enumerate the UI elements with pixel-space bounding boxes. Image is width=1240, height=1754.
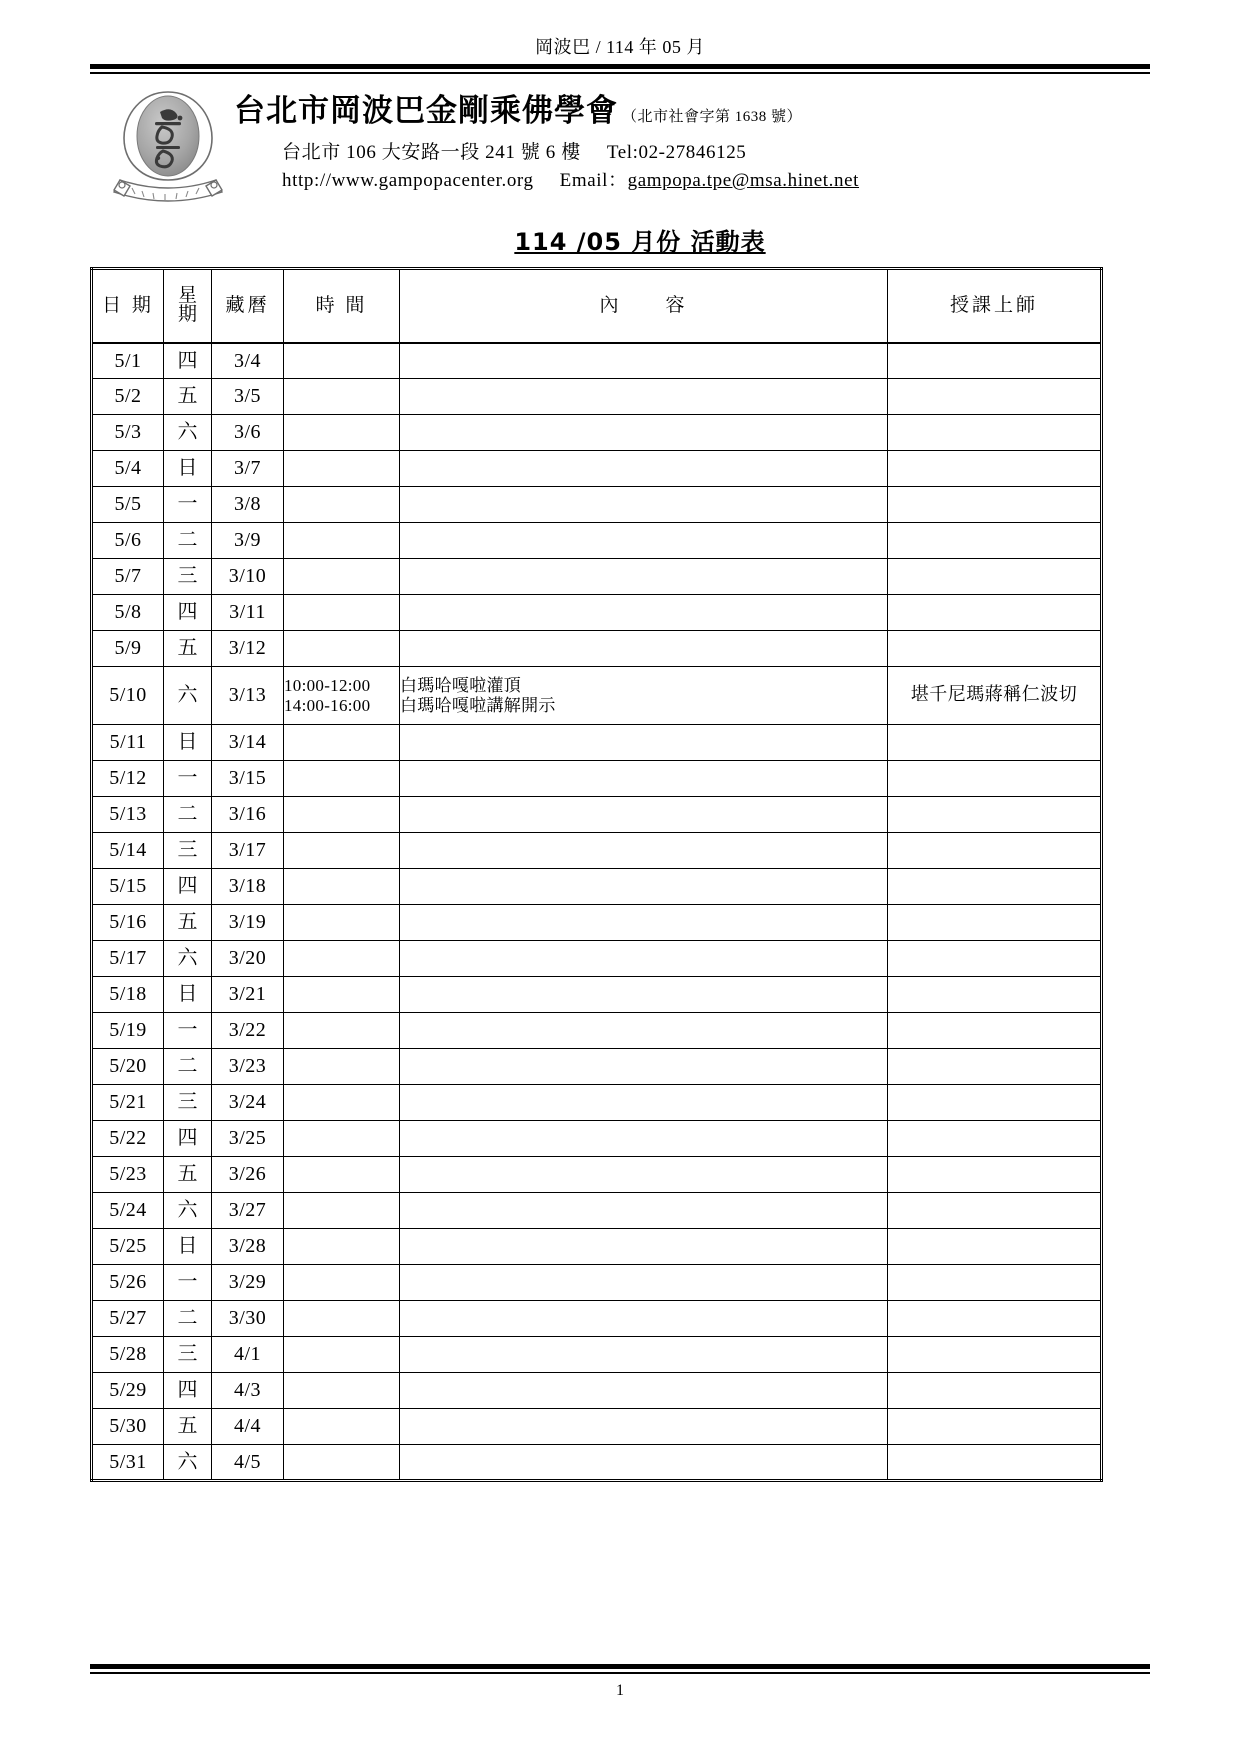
- row-time: [284, 1121, 400, 1157]
- header-teacher: 授課上師: [888, 268, 1102, 343]
- row-date: 5/1: [92, 343, 164, 379]
- row-content: [400, 523, 888, 559]
- row-content: [400, 379, 888, 415]
- row-time: [284, 977, 400, 1013]
- row-teacher: [888, 833, 1102, 869]
- table-row: [92, 595, 1102, 631]
- row-content: [400, 1229, 888, 1265]
- header-weekday-line2: 期: [177, 303, 197, 325]
- row-tibetan-date: 3/18: [212, 869, 284, 905]
- row-tibetan-date: 4/3: [212, 1373, 284, 1409]
- row-teacher: [888, 487, 1102, 523]
- row-date: 5/21: [92, 1085, 164, 1121]
- row-tibetan-date: 3/20: [212, 941, 284, 977]
- row-tibetan-date: 3/29: [212, 1265, 284, 1301]
- table-row: [92, 1265, 1102, 1301]
- table-row: [92, 1085, 1102, 1121]
- row-weekday: 二: [164, 523, 212, 559]
- table-row: [92, 487, 1102, 523]
- masthead: [90, 74, 1150, 218]
- table-row: [92, 977, 1102, 1013]
- row-time: [284, 1193, 400, 1229]
- row-tibetan-date: 3/16: [212, 797, 284, 833]
- table-row: [92, 415, 1102, 451]
- row-date: 5/12: [92, 761, 164, 797]
- row-teacher: [888, 977, 1102, 1013]
- row-teacher: [888, 451, 1102, 487]
- row-time: [284, 667, 400, 725]
- row-content: [400, 977, 888, 1013]
- row-time: [284, 1049, 400, 1085]
- row-date: 5/4: [92, 451, 164, 487]
- footer-rule: [90, 1664, 1150, 1674]
- row-teacher: [888, 379, 1102, 415]
- table-row: [92, 941, 1102, 977]
- row-date: 5/25: [92, 1229, 164, 1265]
- row-date: 5/26: [92, 1265, 164, 1301]
- row-content: [400, 725, 888, 761]
- row-weekday: 五: [164, 1157, 212, 1193]
- row-time: [284, 1229, 400, 1265]
- row-tibetan-date: 3/24: [212, 1085, 284, 1121]
- row-tibetan-date: 3/22: [212, 1013, 284, 1049]
- row-date: 5/14: [92, 833, 164, 869]
- row-tibetan-date: 3/14: [212, 725, 284, 761]
- row-tibetan-date: 3/23: [212, 1049, 284, 1085]
- row-weekday: 二: [164, 797, 212, 833]
- organization-block: [228, 86, 1150, 193]
- table-row: [92, 1409, 1102, 1445]
- row-weekday: 二: [164, 1301, 212, 1337]
- table-row: [92, 451, 1102, 487]
- row-tibetan-date: 3/26: [212, 1157, 284, 1193]
- row-weekday: 二: [164, 1049, 212, 1085]
- row-content: [400, 905, 888, 941]
- row-time: [284, 1373, 400, 1409]
- table-row: [92, 1049, 1102, 1085]
- row-date: 5/28: [92, 1337, 164, 1373]
- row-content: [400, 1337, 888, 1373]
- row-time: [284, 1013, 400, 1049]
- row-time: [284, 725, 400, 761]
- row-time: [284, 1157, 400, 1193]
- row-time: [284, 797, 400, 833]
- row-date: 5/23: [92, 1157, 164, 1193]
- row-content: [400, 1193, 888, 1229]
- row-content: [400, 1013, 888, 1049]
- row-time: [284, 451, 400, 487]
- website-link[interactable]: http://www.gampopacenter.org: [282, 169, 534, 191]
- row-time: [284, 1409, 400, 1445]
- row-content: [400, 343, 888, 379]
- table-row: [92, 631, 1102, 667]
- row-content: [400, 1121, 888, 1157]
- row-tibetan-date: 3/9: [212, 523, 284, 559]
- header-weekday-line1: 星: [177, 284, 197, 306]
- row-weekday: 日: [164, 977, 212, 1013]
- row-time-line: 10:00-12:00: [284, 676, 371, 696]
- row-tibetan-date: 4/4: [212, 1409, 284, 1445]
- row-tibetan-date: 3/13: [212, 667, 284, 725]
- row-content: [400, 667, 888, 725]
- row-weekday: 日: [164, 451, 212, 487]
- row-content: [400, 1157, 888, 1193]
- row-date: 5/6: [92, 523, 164, 559]
- row-tibetan-date: 3/10: [212, 559, 284, 595]
- row-date: 5/24: [92, 1193, 164, 1229]
- row-content: [400, 595, 888, 631]
- row-teacher: [888, 1445, 1102, 1481]
- row-weekday: 三: [164, 1337, 212, 1373]
- row-date: 5/20: [92, 1049, 164, 1085]
- row-content: [400, 1445, 888, 1481]
- row-tibetan-date: 4/1: [212, 1337, 284, 1373]
- row-teacher: [888, 523, 1102, 559]
- row-content: [400, 941, 888, 977]
- row-teacher: [888, 725, 1102, 761]
- row-teacher: [888, 1337, 1102, 1373]
- schedule-table: [90, 267, 1103, 1483]
- table-row: [92, 1193, 1102, 1229]
- row-content: [400, 415, 888, 451]
- contact-line-address: [234, 140, 1150, 166]
- row-weekday: 五: [164, 631, 212, 667]
- header-content: 內 容: [400, 268, 888, 343]
- table-row: [92, 1445, 1102, 1481]
- row-time: [284, 379, 400, 415]
- row-content: [400, 1301, 888, 1337]
- row-tibetan-date: 3/25: [212, 1121, 284, 1157]
- row-content: [400, 761, 888, 797]
- row-weekday: 六: [164, 941, 212, 977]
- organization-name: 台北市岡波巴金剛乘佛學會: [234, 92, 618, 129]
- header-tibetan-calendar: 藏曆: [212, 268, 284, 343]
- table-row: [92, 559, 1102, 595]
- table-row: [92, 1337, 1102, 1373]
- table-row: [92, 869, 1102, 905]
- row-teacher: [888, 415, 1102, 451]
- row-time: [284, 1265, 400, 1301]
- row-date: 5/22: [92, 1121, 164, 1157]
- row-weekday: 五: [164, 379, 212, 415]
- row-time: [284, 523, 400, 559]
- email-link[interactable]: gampopa.tpe@msa.hinet.net: [627, 169, 860, 191]
- email-label: Email：: [559, 169, 628, 191]
- header-weekday: [164, 268, 212, 343]
- row-date: 5/3: [92, 415, 164, 451]
- row-tibetan-date: 3/21: [212, 977, 284, 1013]
- row-teacher: [888, 1049, 1102, 1085]
- table-row: [92, 761, 1102, 797]
- row-teacher: [888, 869, 1102, 905]
- row-content-line: 白瑪哈嘎啦講解開示: [400, 695, 556, 715]
- row-date: 5/5: [92, 487, 164, 523]
- row-weekday: 六: [164, 1445, 212, 1481]
- row-date: 5/9: [92, 631, 164, 667]
- table-row: [92, 667, 1102, 725]
- row-tibetan-date: 3/15: [212, 761, 284, 797]
- row-date: 5/19: [92, 1013, 164, 1049]
- row-date: 5/29: [92, 1373, 164, 1409]
- row-weekday: 一: [164, 487, 212, 523]
- row-tibetan-date: 3/11: [212, 595, 284, 631]
- row-teacher: [888, 761, 1102, 797]
- row-tibetan-date: 3/8: [212, 487, 284, 523]
- row-date: 5/11: [92, 725, 164, 761]
- row-teacher: [888, 905, 1102, 941]
- row-teacher: [888, 797, 1102, 833]
- row-time: [284, 1337, 400, 1373]
- row-teacher: [888, 343, 1102, 379]
- row-weekday: 三: [164, 559, 212, 595]
- row-time: [284, 1085, 400, 1121]
- row-weekday: 四: [164, 343, 212, 379]
- header-time: 時 間: [284, 268, 400, 343]
- row-weekday: 三: [164, 833, 212, 869]
- row-date: 5/7: [92, 559, 164, 595]
- row-tibetan-date: 3/28: [212, 1229, 284, 1265]
- row-date: 5/15: [92, 869, 164, 905]
- page-number: 1: [616, 1682, 624, 1699]
- row-tibetan-date: 3/5: [212, 379, 284, 415]
- row-content: [400, 797, 888, 833]
- running-header: 岡波巴 / 114 年 05 月: [535, 37, 705, 57]
- row-date: 5/27: [92, 1301, 164, 1337]
- row-weekday: 一: [164, 1013, 212, 1049]
- row-weekday: 四: [164, 1121, 212, 1157]
- row-teacher: [888, 631, 1102, 667]
- row-teacher: [888, 559, 1102, 595]
- table-body: [92, 343, 1102, 1481]
- row-weekday: 六: [164, 415, 212, 451]
- row-date: 5/18: [92, 977, 164, 1013]
- row-tibetan-date: 3/17: [212, 833, 284, 869]
- row-time: [284, 415, 400, 451]
- row-tibetan-date: 3/7: [212, 451, 284, 487]
- row-time: [284, 761, 400, 797]
- row-teacher: [888, 1157, 1102, 1193]
- row-date: 5/30: [92, 1409, 164, 1445]
- row-time: [284, 487, 400, 523]
- row-date: 5/16: [92, 905, 164, 941]
- header-date: 日 期: [92, 268, 164, 343]
- row-teacher: [888, 595, 1102, 631]
- row-content: [400, 487, 888, 523]
- table-row: [92, 1373, 1102, 1409]
- row-content: [400, 1049, 888, 1085]
- row-weekday: 四: [164, 1373, 212, 1409]
- address-text: 台北市 106 大安路一段 241 號 6 樓: [282, 141, 581, 163]
- table-row: [92, 833, 1102, 869]
- row-content: [400, 451, 888, 487]
- row-weekday: 六: [164, 1193, 212, 1229]
- table-row: [92, 725, 1102, 761]
- row-time: [284, 869, 400, 905]
- row-teacher: [888, 1409, 1102, 1445]
- row-weekday: 三: [164, 1085, 212, 1121]
- row-tibetan-date: 3/30: [212, 1301, 284, 1337]
- table-row: [92, 1229, 1102, 1265]
- row-weekday: 五: [164, 1409, 212, 1445]
- row-tibetan-date: 3/12: [212, 631, 284, 667]
- row-teacher: [888, 1121, 1102, 1157]
- table-row: [92, 1121, 1102, 1157]
- row-time: [284, 941, 400, 977]
- row-time: [284, 905, 400, 941]
- header-rule: [90, 64, 1150, 74]
- row-teacher: 堪千尼瑪蔣稱仁波切: [888, 667, 1102, 725]
- row-content: [400, 631, 888, 667]
- row-time: [284, 559, 400, 595]
- row-tibetan-date: 3/27: [212, 1193, 284, 1229]
- table-row: [92, 379, 1102, 415]
- table-header-row: [92, 268, 1102, 343]
- table-row: [92, 905, 1102, 941]
- row-weekday: 五: [164, 905, 212, 941]
- row-content: [400, 869, 888, 905]
- row-date: 5/10: [92, 667, 164, 725]
- table-row: [92, 1013, 1102, 1049]
- row-date: 5/2: [92, 379, 164, 415]
- row-content: [400, 1265, 888, 1301]
- row-tibetan-date: 3/6: [212, 415, 284, 451]
- row-date: 5/8: [92, 595, 164, 631]
- gampopa-seal-logo-icon: [108, 88, 228, 218]
- telephone-text: Tel:02-27846125: [606, 141, 747, 163]
- row-time: [284, 1301, 400, 1337]
- contact-line-web: [234, 168, 1150, 194]
- row-weekday: 一: [164, 761, 212, 797]
- table-row: [92, 523, 1102, 559]
- row-content-line: 白瑪哈嘎啦灌頂: [400, 676, 522, 696]
- row-time: [284, 343, 400, 379]
- row-content: [400, 833, 888, 869]
- row-weekday: 四: [164, 595, 212, 631]
- registration-number: （北市社會字第 1638 號）: [622, 108, 803, 125]
- row-content: [400, 1409, 888, 1445]
- row-teacher: [888, 941, 1102, 977]
- row-date: 5/13: [92, 797, 164, 833]
- row-time: [284, 631, 400, 667]
- row-date: 5/31: [92, 1445, 164, 1481]
- table-row: [92, 797, 1102, 833]
- row-teacher: [888, 1193, 1102, 1229]
- organization-title-line: [234, 94, 1150, 128]
- row-tibetan-date: 3/19: [212, 905, 284, 941]
- row-content: [400, 1085, 888, 1121]
- row-date: 5/17: [92, 941, 164, 977]
- row-teacher: [888, 1013, 1102, 1049]
- row-time: [284, 833, 400, 869]
- table-row: [92, 1301, 1102, 1337]
- row-time: [284, 595, 400, 631]
- table-header: [92, 268, 1102, 343]
- row-tibetan-date: 3/4: [212, 343, 284, 379]
- row-weekday: 一: [164, 1265, 212, 1301]
- page-footer: [90, 1664, 1150, 1700]
- row-weekday: 日: [164, 725, 212, 761]
- row-teacher: [888, 1265, 1102, 1301]
- row-weekday: 四: [164, 869, 212, 905]
- table-row: [92, 343, 1102, 379]
- row-weekday: 日: [164, 1229, 212, 1265]
- row-teacher: [888, 1085, 1102, 1121]
- row-teacher: [888, 1301, 1102, 1337]
- table-row: [92, 1157, 1102, 1193]
- row-time: [284, 1445, 400, 1481]
- row-content: [400, 1373, 888, 1409]
- row-tibetan-date: 4/5: [212, 1445, 284, 1481]
- row-time-line: 14:00-16:00: [284, 695, 371, 715]
- row-content: [400, 559, 888, 595]
- row-teacher: [888, 1373, 1102, 1409]
- row-teacher: [888, 1229, 1102, 1265]
- page-title: 114 /05 月份 活動表: [514, 227, 766, 256]
- row-weekday: 六: [164, 667, 212, 725]
